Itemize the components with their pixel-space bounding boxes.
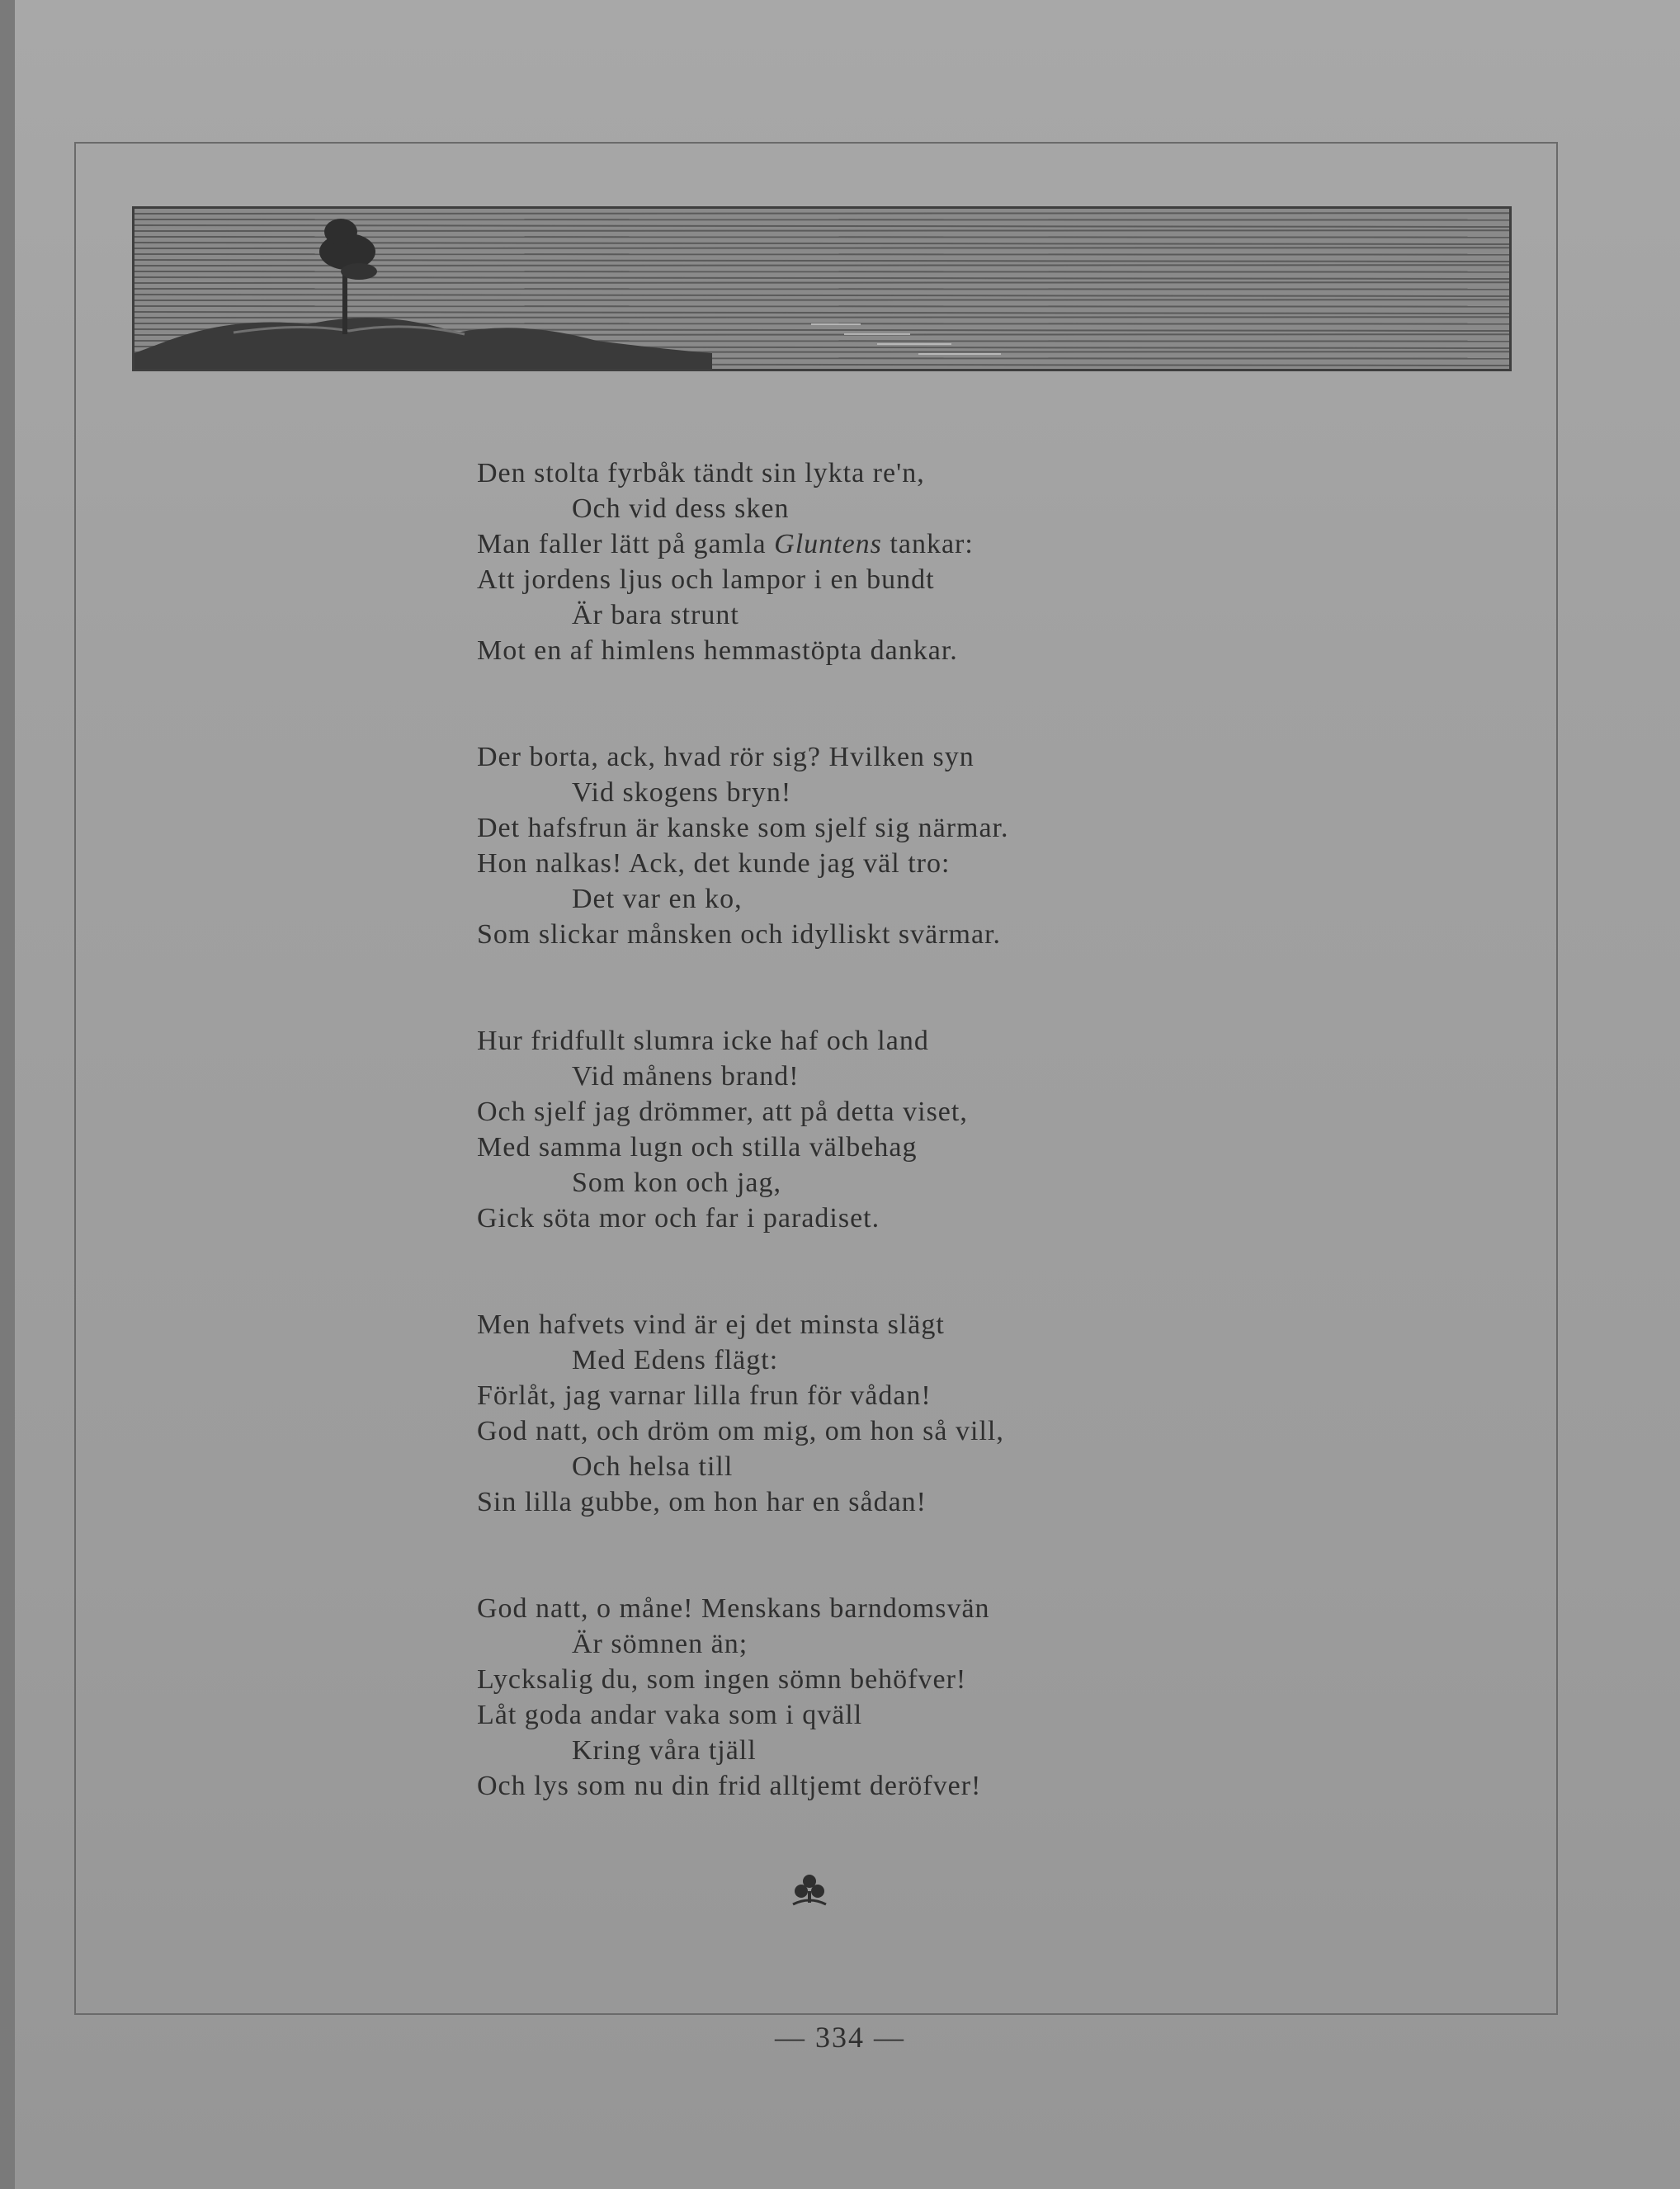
poem-line: Hon nalkas! Ack, det kunde jag väl tro: — [477, 848, 951, 879]
poem-line: Är sömnen än; — [572, 1629, 748, 1659]
poem-line: Låt goda andar vaka som i qväll — [477, 1700, 863, 1730]
poem-line: Som kon och jag, — [572, 1168, 781, 1198]
poem-line: Med Edens flägt: — [572, 1345, 779, 1375]
seascape-engraving-icon — [134, 209, 1509, 369]
poem-line: Är bara strunt — [572, 600, 739, 630]
poem-line: God natt, och dröm om mig, om hon så vill, — [477, 1416, 1004, 1446]
poem-line: God natt, o måne! Menskans barndomsvän — [477, 1593, 990, 1624]
poem-line-italic: Gluntens — [774, 529, 882, 559]
stanza — [477, 1307, 1426, 1520]
poem-line: Den stolta fyrbåk tändt sin lykta re'n, — [477, 458, 925, 488]
club-ornament-icon — [788, 1871, 831, 1909]
poem-line: Sin lilla gubbe, om hon har en sådan! — [477, 1487, 927, 1517]
poem-line: Vid månens brand! — [572, 1061, 800, 1092]
poem-line-text: Man faller lätt på gamla — [477, 529, 775, 559]
poem-line: Som slickar månsken och idylliskt svärmar. — [477, 919, 1002, 950]
stanza — [477, 1591, 1426, 1804]
poem-line: Vid skogens bryn! — [572, 777, 792, 808]
poem-line: Och vid dess sken — [572, 493, 790, 524]
poem-line: Och lys som nu din frid alltjemt deröfver! — [477, 1771, 982, 1801]
stanza — [477, 455, 1426, 668]
poem-line: Mot en af himlens hemmastöpta dankar. — [477, 635, 958, 666]
poem-line-text: tankar: — [881, 529, 974, 559]
poem-line: Förlåt, jag varnar lilla frun för vådan! — [477, 1380, 932, 1411]
poem-line: Men hafvets vind är ej det minsta slägt — [477, 1309, 945, 1340]
poem-line: Hur fridfullt slumra icke haf och land — [477, 1026, 929, 1056]
page-number: — 334 — — [775, 2021, 905, 2054]
poem — [477, 455, 1426, 1875]
poem-line: Lycksalig du, som ingen sömn behöfver! — [477, 1664, 967, 1695]
poem-line: Det hafsfrun är kanske som sjelf sig närmar. — [477, 813, 1009, 843]
page-edge-shadow — [0, 0, 15, 2189]
poem-line: Att jordens ljus och lampor i en bundt — [477, 564, 935, 595]
poem-line: Och sjelf jag drömmer, att på detta viset, — [477, 1097, 968, 1127]
poem-line: Med samma lugn och stilla välbehag — [477, 1132, 918, 1163]
poem-line: Der borta, ack, hvad rör sig? Hvilken syn — [477, 742, 974, 772]
poem-line: Och helsa till — [572, 1451, 734, 1482]
seascape-vignette — [132, 206, 1512, 371]
poem-line: Det var en ko, — [572, 884, 743, 914]
poem-line — [477, 526, 1426, 562]
stanza — [477, 1023, 1426, 1236]
poem-line: Gick söta mor och far i paradiset. — [477, 1203, 880, 1234]
poem-line: Kring våra tjäll — [572, 1735, 757, 1766]
stanza — [477, 739, 1426, 952]
